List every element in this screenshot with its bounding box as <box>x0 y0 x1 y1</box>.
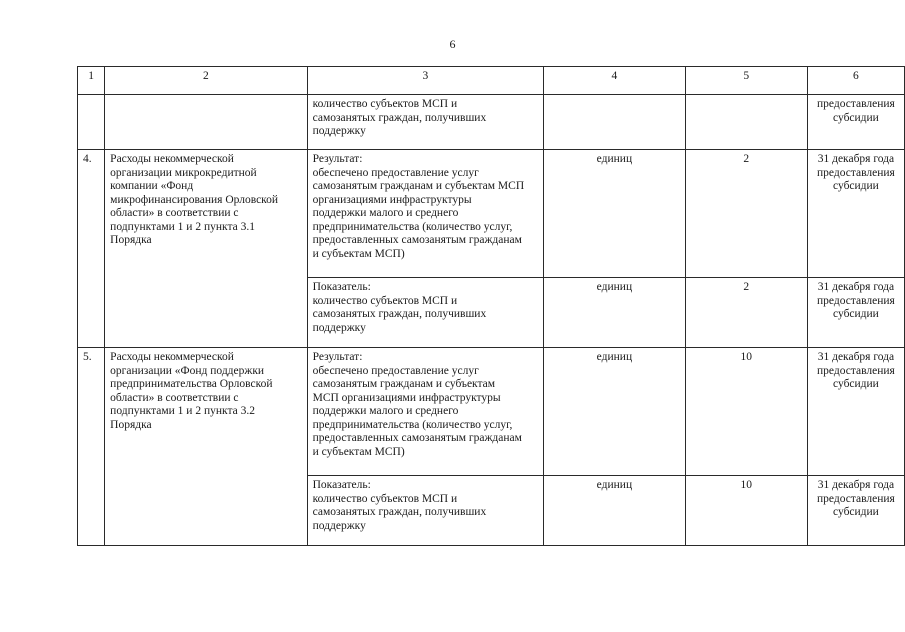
deadline-line: субсидии <box>833 378 879 390</box>
expense-name-line: области» в соответствии с <box>110 207 239 219</box>
indicator-line: поддержку <box>312 125 366 137</box>
indicator-cell <box>307 95 543 150</box>
expense-name-cell <box>105 95 307 150</box>
page-number: 6 <box>449 37 456 51</box>
indicator-line: самозанятых граждан, получивших <box>312 308 487 320</box>
unit-cell <box>544 95 686 150</box>
expense-name-line: предпринимательства Орловской <box>110 378 273 390</box>
table-row <box>78 95 905 150</box>
indicator-line: организациями инфраструктуры <box>312 193 472 206</box>
indicator-line: поддержку <box>312 321 366 334</box>
indicator-line: обеспечено предоставление услуг <box>312 166 479 179</box>
indicator-line: количество субъектов МСП и <box>312 98 458 110</box>
expense-name-line: подпунктами 1 и 2 пункта 3.2 <box>110 405 255 417</box>
indicator-line: предоставленных самозанятым гражданам <box>312 234 522 246</box>
value-cell: 2 <box>685 150 807 278</box>
indicator-line: поддержку <box>312 519 366 532</box>
indicator-line: Результат: <box>312 351 363 363</box>
expense-name-line: организации «Фонд поддержки <box>110 364 265 377</box>
expense-name-line: Расходы некоммерческой <box>110 153 234 165</box>
deadline-line: субсидии <box>833 506 879 518</box>
deadline-line: субсидии <box>833 308 879 320</box>
indicator-line: МСП организациями инфраструктуры <box>312 391 501 404</box>
expense-name-line: Порядка <box>110 418 152 431</box>
table-row <box>78 348 905 476</box>
unit-cell: единиц <box>544 150 686 278</box>
header-cell: 5 <box>685 67 807 95</box>
deadline-line: субсидии <box>833 180 879 192</box>
expense-name-cell <box>105 150 307 348</box>
header-cell: 2 <box>105 67 307 95</box>
indicator-line: поддержки малого и среднего <box>312 207 459 219</box>
expense-name-line: подпунктами 1 и 2 пункта 3.1 <box>110 220 255 233</box>
unit-cell: единиц <box>544 278 686 348</box>
header-cell: 3 <box>307 67 543 95</box>
indicator-line: и субъектам МСП) <box>312 247 405 260</box>
indicators-table <box>77 66 905 546</box>
deadline-line: 31 декабря года <box>817 479 895 491</box>
indicator-cell <box>307 348 543 476</box>
expense-name-line: области» в соответствии с <box>110 391 239 404</box>
indicator-line: поддержки малого и среднего <box>312 405 459 417</box>
deadline-line: предоставления <box>817 492 895 505</box>
expense-name-line: микрофинансирования Орловской <box>110 193 279 206</box>
indicator-line: предоставленных самозанятым гражданам <box>312 432 522 444</box>
deadline-cell <box>807 348 904 476</box>
table-row <box>78 150 905 278</box>
value-cell: 10 <box>685 476 807 546</box>
deadline-cell <box>807 95 904 150</box>
row-number-cell: 4. <box>78 150 105 348</box>
indicator-line: предпринимательства (количество услуг, <box>312 418 513 431</box>
indicator-line: количество субъектов МСП и <box>312 492 458 505</box>
row-number-cell: 5. <box>78 348 105 546</box>
indicator-line: самозанятым гражданам и субъектам <box>312 378 496 390</box>
expense-name-line: организации микрокредитной <box>110 166 257 179</box>
indicator-line: Результат: <box>312 153 363 165</box>
value-cell: 2 <box>685 278 807 348</box>
expense-name-line: Порядка <box>110 234 152 246</box>
deadline-cell <box>807 476 904 546</box>
deadline-line: 31 декабря года <box>817 153 895 165</box>
indicator-line: самозанятым гражданам и субъектам МСП <box>312 180 525 192</box>
header-cell: 1 <box>78 67 105 95</box>
indicator-cell <box>307 150 543 278</box>
header-row <box>78 67 905 95</box>
deadline-line: субсидии <box>833 111 879 124</box>
indicator-line: обеспечено предоставление услуг <box>312 364 479 377</box>
header-cell: 6 <box>807 67 904 95</box>
value-cell <box>685 95 807 150</box>
expense-name-cell <box>105 348 307 546</box>
indicator-cell <box>307 278 543 348</box>
deadline-line: предоставления <box>817 364 895 377</box>
unit-cell: единиц <box>544 476 686 546</box>
indicator-line: количество субъектов МСП и <box>312 294 458 307</box>
expense-name-line: компании «Фонд <box>110 180 194 192</box>
header-cell: 4 <box>544 67 686 95</box>
value-cell: 10 <box>685 348 807 476</box>
indicator-cell <box>307 476 543 546</box>
deadline-cell <box>807 150 904 278</box>
indicator-line: предпринимательства (количество услуг, <box>312 220 513 233</box>
indicator-line: самозанятых граждан, получивших <box>312 506 487 518</box>
indicator-line: Показатель: <box>312 479 371 491</box>
indicator-line: Показатель: <box>312 281 371 293</box>
deadline-line: предоставления <box>817 166 895 179</box>
deadline-line: предоставления <box>817 98 895 110</box>
deadline-cell <box>807 278 904 348</box>
deadline-line: предоставления <box>817 294 895 307</box>
deadline-line: 31 декабря года <box>817 351 895 363</box>
row-number-cell <box>78 95 105 150</box>
deadline-line: 31 декабря года <box>817 281 895 293</box>
indicator-line: самозанятых граждан, получивших <box>312 111 487 124</box>
unit-cell: единиц <box>544 348 686 476</box>
indicator-line: и субъектам МСП) <box>312 445 405 458</box>
expense-name-line: Расходы некоммерческой <box>110 351 234 363</box>
